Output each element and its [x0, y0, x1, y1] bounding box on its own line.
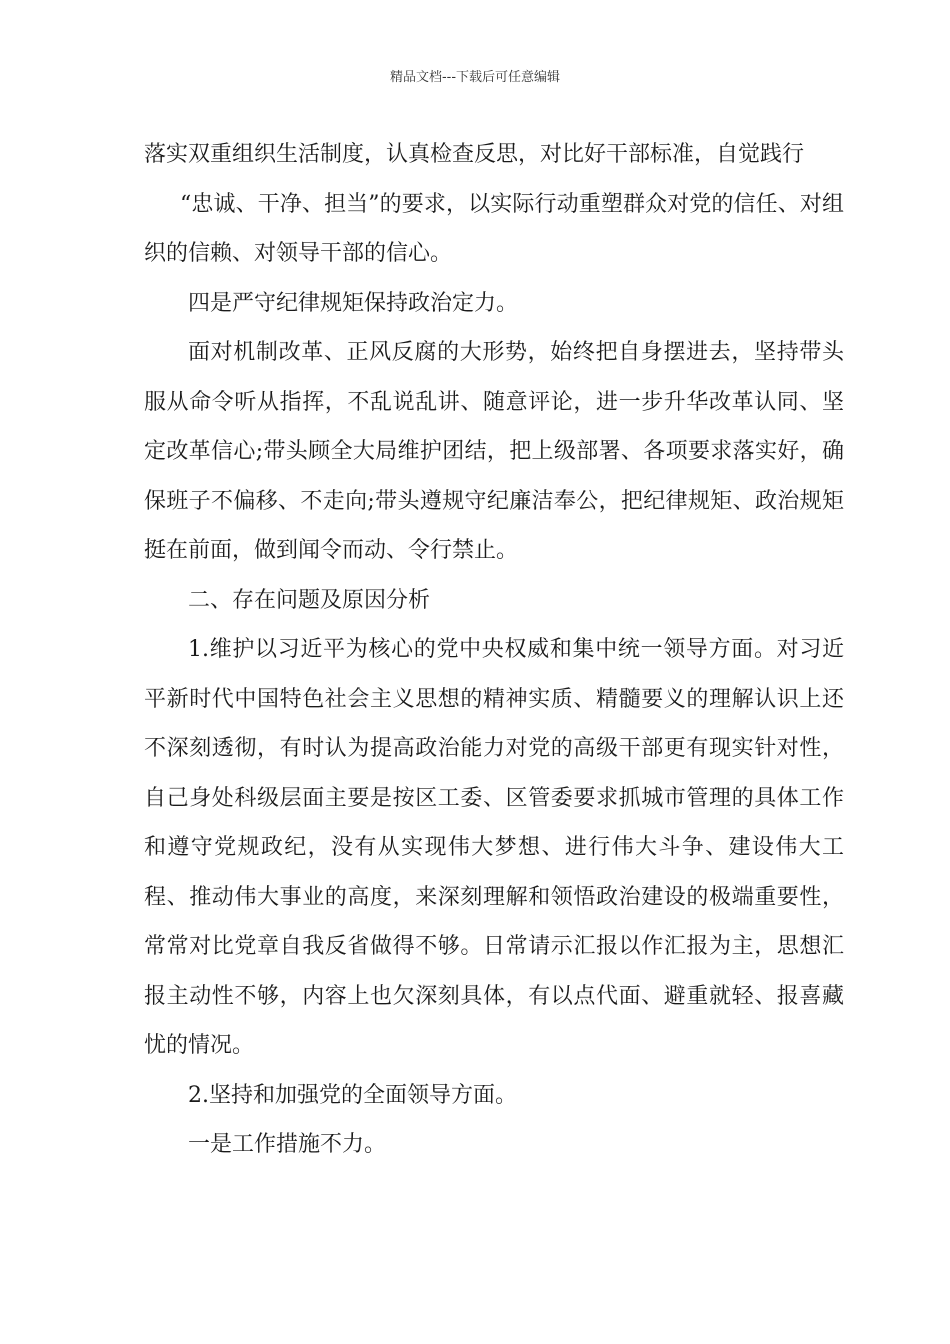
- paragraph: 1.维护以习近平为核心的党中央权威和集中统一领导方面。对习近平新时代中国特色社会主义思想的精神实质、精髓要义的理解认识上还不深刻透彻，有时认为提高政治能力对党的高级干部更有现实针对性，自己身处科级层面主要是按区工委、区管委要求抓城市管理的具体工作和遵守党规政纪，没有从实现伟大梦想、进行伟大斗争、建设伟大工程、推动伟大事业的高度，来深刻理解和领悟政治建设的极端重要性，常常对比党章自我反省做得不够。日常请示汇报以作汇报为主，思想汇报主动性不够，内容上也欠深刻具体，有以点代面、避重就轻、报喜藏忧的情况。: [144, 637, 844, 1058]
- section-heading: 四是严守纪律规矩保持政治定力。: [188, 290, 519, 316]
- document-body: [144, 130, 844, 1170]
- page-header: 精品文档---下载后可任意编辑: [389, 70, 561, 85]
- section-heading: 一是工作措施不力。: [188, 1132, 387, 1157]
- section-heading: 2.坚持和加强党的全面领导方面。: [188, 1082, 517, 1108]
- paragraph: 面对机制改革、正风反腐的大形势，始终把自身摆进去，坚持带头服从命令听从指挥，不乱说乱讲、随意评论，进一步升华改革认同、坚定改革信心;带头顾全大局维护团结，把上级部署、各项要求落实好，确保班子不偏移、不走向;带头遵规守纪廉洁奉公，把纪律规矩、政治规矩挺在前面，做到闻令而动、令行禁止。: [144, 340, 844, 563]
- section-heading: 二、存在问题及原因分析: [188, 587, 431, 613]
- paragraph: “忠诚、干净、担当”的要求，以实际行动重塑群众对党的信任、对组织的信赖、对领导干部的信心。: [144, 191, 844, 266]
- paragraph: 落实双重组织生活制度，认真检查反思，对比好干部标准，自觉践行: [144, 142, 805, 167]
